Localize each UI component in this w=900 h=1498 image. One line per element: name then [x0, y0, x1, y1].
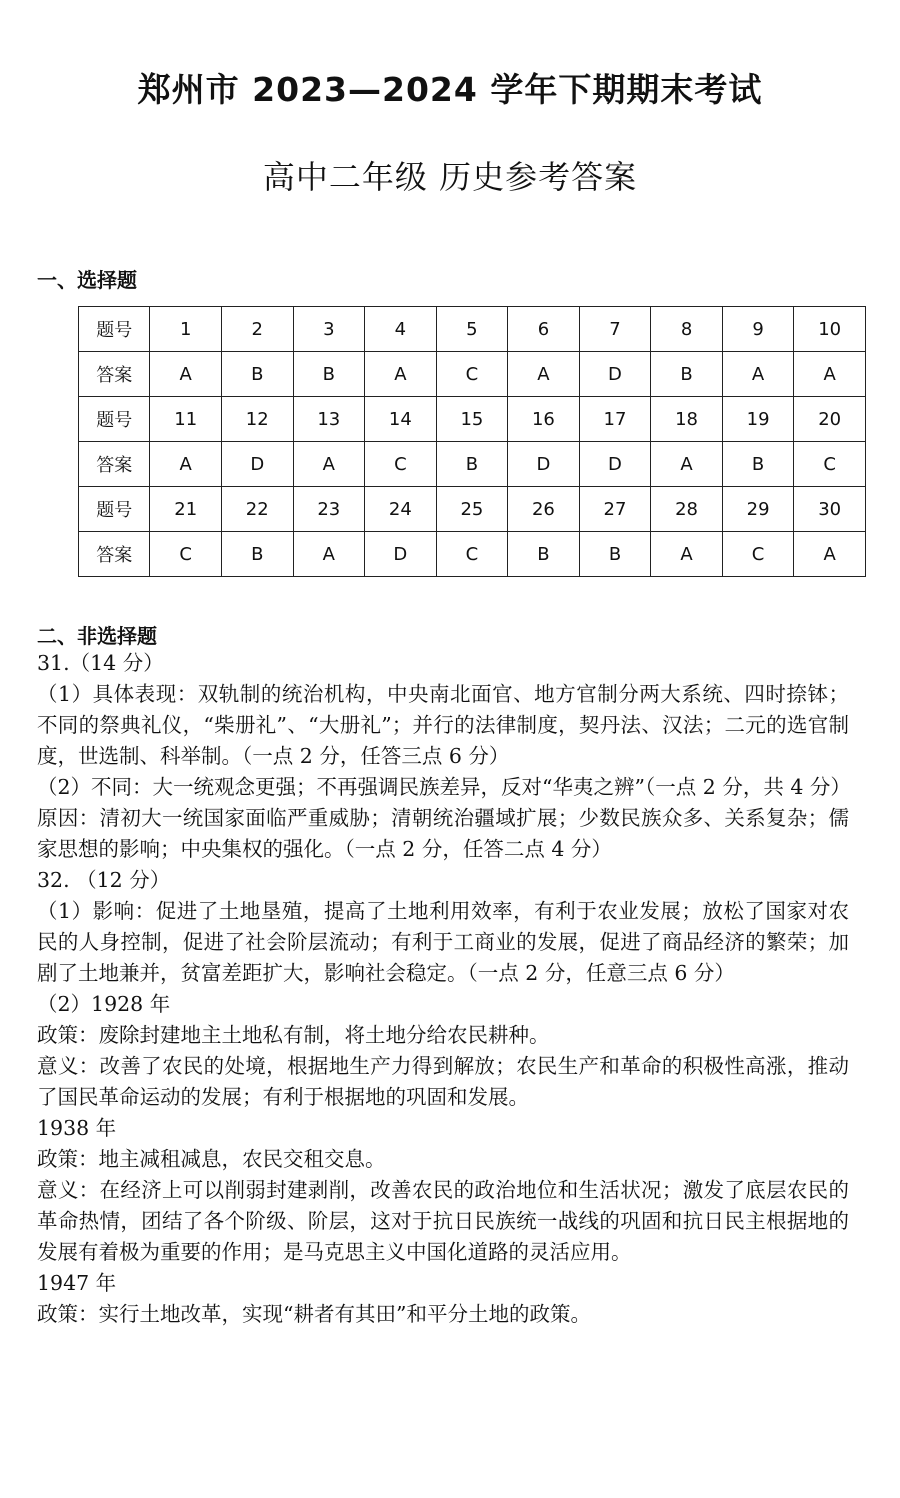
table-cell: B [579, 532, 651, 577]
table-cell: 2 [221, 307, 293, 352]
table-cell: A [651, 442, 723, 487]
table-cell: 3 [293, 307, 365, 352]
answer-body [37, 648, 849, 1330]
answer-paragraph: 政策：废除封建地主土地私有制，将土地分给农民耕种。 [37, 1023, 550, 1047]
table-cell: A [722, 352, 794, 397]
table-cell: 29 [722, 487, 794, 532]
table-cell: C [722, 532, 794, 577]
table-cell: A [794, 352, 866, 397]
table-cell: 6 [508, 307, 580, 352]
table-cell: B [293, 352, 365, 397]
table-cell: 23 [293, 487, 365, 532]
section-heading-non-choice: 二、非选择题 [37, 624, 157, 648]
table-cell: C [794, 442, 866, 487]
row-header-cell: 答案 [79, 532, 150, 577]
answer-paragraph: 1938 年 [37, 1116, 117, 1140]
row-header-cell: 答案 [79, 442, 150, 487]
table-cell: B [651, 352, 723, 397]
table-cell: 22 [221, 487, 293, 532]
table-cell: C [436, 532, 508, 577]
table-cell: A [794, 532, 866, 577]
row-header-cell: 答案 [79, 352, 150, 397]
row-header-cell: 题号 [79, 487, 150, 532]
table-cell: A [293, 532, 365, 577]
section-heading-multiple-choice: 一、选择题 [37, 268, 137, 292]
table-cell: B [722, 442, 794, 487]
table-cell: 20 [794, 397, 866, 442]
table-cell: 4 [365, 307, 437, 352]
table-row [79, 532, 866, 577]
table-cell: D [365, 532, 437, 577]
table-cell: 5 [436, 307, 508, 352]
table-cell: 11 [150, 397, 222, 442]
answer-paragraph: 原因：清初大一统国家面临严重威胁；清朝统治疆域扩展；少数民族众多、关系复杂；儒家思想的影响；中央集权的强化。（一点 2 分，任答二点 4 分） [37, 806, 849, 861]
table-cell: 19 [722, 397, 794, 442]
row-header-cell: 题号 [79, 397, 150, 442]
answer-table [78, 306, 866, 577]
table-cell: C [365, 442, 437, 487]
answer-paragraph: （1）影响：促进了土地垦殖，提高了土地利用效率，有利于农业发展；放松了国家对农民的人身控制，促进了社会阶层流动；有利于工商业的发展，促进了商品经济的繁荣；加剧了土地兼并，贫富差距扩大，影响社会稳定。（一点 2 分，任意三点 6 分） [37, 899, 849, 985]
table-cell: 24 [365, 487, 437, 532]
table-row [79, 352, 866, 397]
table-cell: 15 [436, 397, 508, 442]
answer-paragraph: 政策：地主减租减息，农民交租交息。 [37, 1147, 386, 1171]
table-cell: C [436, 352, 508, 397]
table-row [79, 307, 866, 352]
table-cell: 27 [579, 487, 651, 532]
table-row [79, 487, 866, 532]
answer-paragraph: 32. （12 分） [37, 868, 171, 892]
answer-paragraph: （1）具体表现：双轨制的统治机构，中央南北面官、地方官制分两大系统、四时捺钵；不同的祭典礼仪，“柴册礼”、“大册礼”；并行的法律制度，契丹法、汉法；二元的选官制度，世选制、科举制。（一点 2 分，任答三点 6 分） [37, 682, 849, 768]
table-cell: A [651, 532, 723, 577]
table-cell: B [508, 532, 580, 577]
table-cell: B [436, 442, 508, 487]
table-cell: 26 [508, 487, 580, 532]
table-cell: 25 [436, 487, 508, 532]
table-cell: D [579, 352, 651, 397]
table-cell: A [508, 352, 580, 397]
exam-subtitle: 高中二年级 历史参考答案 [262, 158, 638, 196]
table-row [79, 442, 866, 487]
answer-paragraph: 政策：实行土地改革，实现“耕者有其田”和平分土地的政策。 [37, 1302, 591, 1326]
table-cell: 12 [221, 397, 293, 442]
table-cell: 14 [365, 397, 437, 442]
table-cell: 1 [150, 307, 222, 352]
table-cell: 13 [293, 397, 365, 442]
table-cell: 30 [794, 487, 866, 532]
exam-title: 郑州市 2023—2024 学年下期期末考试 [137, 70, 763, 109]
table-cell: 8 [651, 307, 723, 352]
table-cell: A [150, 442, 222, 487]
table-cell: D [508, 442, 580, 487]
table-cell: A [293, 442, 365, 487]
row-header-cell: 题号 [79, 307, 150, 352]
table-cell: 16 [508, 397, 580, 442]
table-cell: 18 [651, 397, 723, 442]
answer-paragraph: 1947 年 [37, 1271, 117, 1295]
table-cell: 17 [579, 397, 651, 442]
answer-paragraph: （2）1928 年 [37, 992, 171, 1016]
table-cell: D [221, 442, 293, 487]
table-cell: 28 [651, 487, 723, 532]
table-cell: 9 [722, 307, 794, 352]
answer-paragraph: 31.（14 分） [37, 651, 164, 675]
table-cell: 21 [150, 487, 222, 532]
answer-paragraph: （2）不同：大一统观念更强；不再强调民族差异，反对“华夷之辨”（一点 2 分，共 4 分） [37, 775, 851, 799]
answer-paragraph: 意义：改善了农民的处境，根据地生产力得到解放；农民生产和革命的积极性高涨，推动了国民革命运动的发展；有利于根据地的巩固和发展。 [37, 1054, 849, 1109]
table-cell: D [579, 442, 651, 487]
table-cell: 7 [579, 307, 651, 352]
table-row [79, 397, 866, 442]
table-cell: A [365, 352, 437, 397]
table-cell: A [150, 352, 222, 397]
table-cell: 10 [794, 307, 866, 352]
answer-paragraph: 意义：在经济上可以削弱封建剥削，改善农民的政治地位和生活状况；激发了底层农民的革命热情，团结了各个阶级、阶层，这对于抗日民族统一战线的巩固和抗日民主根据地的发展有着极为重要的作用；是马克思主义中国化道路的灵活应用。 [37, 1178, 849, 1264]
table-cell: B [221, 532, 293, 577]
table-cell: C [150, 532, 222, 577]
table-cell: B [221, 352, 293, 397]
